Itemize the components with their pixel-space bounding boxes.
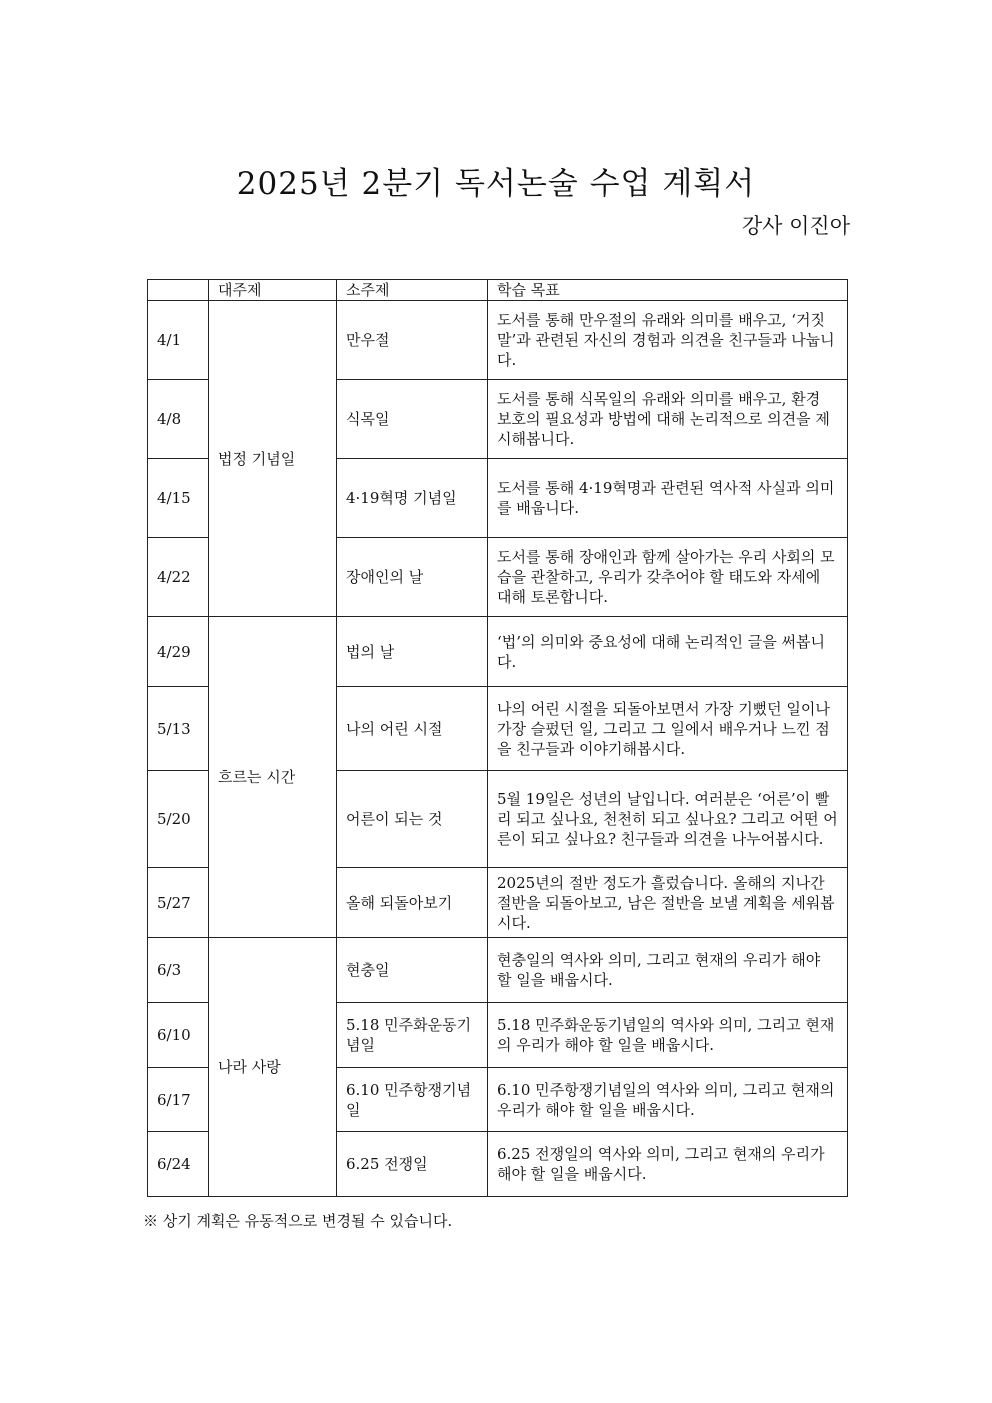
table-header-row xyxy=(148,280,848,301)
row-subtopic: 법의 날 xyxy=(337,617,488,687)
row-goal: 현충일의 역사와 의미, 그리고 현재의 우리가 해야 할 일을 배웁시다. xyxy=(488,938,848,1003)
row-goal: 5월 19일은 성년의 날입니다. 여러분은 ‘어른’이 빨리 되고 싶나요, 천천히 되고 싶나요? 그리고 어떤 어른이 되고 싶나요? 친구들과 의견을 나누어봅시다. xyxy=(488,771,848,868)
row-date: 5/20 xyxy=(148,771,209,868)
row-date: 6/24 xyxy=(148,1132,209,1197)
row-date: 5/13 xyxy=(148,687,209,771)
main-theme-cell: 법정 기념일 xyxy=(209,301,337,617)
row-date: 4/22 xyxy=(148,538,209,617)
row-goal: 도서를 통해 4·19혁명과 관련된 역사적 사실과 의미를 배웁니다. xyxy=(488,459,848,538)
table-row xyxy=(148,301,848,380)
row-goal: ‘법’의 의미와 중요성에 대해 논리적인 글을 써봅니다. xyxy=(488,617,848,687)
row-date: 6/10 xyxy=(148,1003,209,1068)
row-goal: 도서를 통해 만우절의 유래와 의미를 배우고, ‘거짓말’과 관련된 자신의 경험과 의견을 친구들과 나눕니다. xyxy=(488,301,848,380)
header-subtopic: 소주제 xyxy=(337,280,488,301)
row-subtopic: 6.25 전쟁일 xyxy=(337,1132,488,1197)
table-row xyxy=(148,938,848,1003)
document-title: 2025년 2분기 독서논술 수업 계획서 xyxy=(236,166,756,202)
row-subtopic: 만우절 xyxy=(337,301,488,380)
row-date: 4/1 xyxy=(148,301,209,380)
row-subtopic: 6.10 민주항쟁기념일 xyxy=(337,1068,488,1132)
lesson-plan-table xyxy=(147,279,848,1197)
header-main-theme: 대주제 xyxy=(209,280,337,301)
row-subtopic: 4·19혁명 기념일 xyxy=(337,459,488,538)
header-learning-goal: 학습 목표 xyxy=(488,280,848,301)
row-subtopic: 올해 되돌아보기 xyxy=(337,868,488,938)
author-name: 강사 이진아 xyxy=(741,214,850,238)
row-goal: 도서를 통해 장애인과 함께 살아가는 우리 사회의 모습을 관찰하고, 우리가 갖추어야 할 태도와 자세에 대해 토론합니다. xyxy=(488,538,848,617)
row-subtopic: 식목일 xyxy=(337,380,488,459)
row-subtopic: 5.18 민주화운동기념일 xyxy=(337,1003,488,1068)
row-goal: 도서를 통해 식목일의 유래와 의미를 배우고, 환경 보호의 필요성과 방법에 대해 논리적으로 의견을 제시해봅니다. xyxy=(488,380,848,459)
footnote: ※ 상기 계획은 유동적으로 변경될 수 있습니다. xyxy=(143,1212,453,1230)
row-goal: 6.10 민주항쟁기념일의 역사와 의미, 그리고 현재의 우리가 해야 할 일을 배웁시다. xyxy=(488,1068,848,1132)
main-theme-cell: 나라 사랑 xyxy=(209,938,337,1197)
row-goal: 5.18 민주화운동기념일의 역사와 의미, 그리고 현재의 우리가 해야 할 일을 배웁시다. xyxy=(488,1003,848,1068)
row-date: 6/3 xyxy=(148,938,209,1003)
header-date xyxy=(148,280,209,301)
row-subtopic: 현충일 xyxy=(337,938,488,1003)
row-date: 6/17 xyxy=(148,1068,209,1132)
row-goal: 6.25 전쟁일의 역사와 의미, 그리고 현재의 우리가 해야 할 일을 배웁시다. xyxy=(488,1132,848,1197)
row-subtopic: 나의 어린 시절 xyxy=(337,687,488,771)
row-subtopic: 어른이 되는 것 xyxy=(337,771,488,868)
row-goal: 나의 어린 시절을 되돌아보면서 가장 기뻤던 일이나 가장 슬펐던 일, 그리고 그 일에서 배우거나 느낀 점을 친구들과 이야기해봅시다. xyxy=(488,687,848,771)
row-goal: 2025년의 절반 정도가 흘렀습니다. 올해의 지나간 절반을 되돌아보고, 남은 절반을 보낼 계획을 세워봅시다. xyxy=(488,868,848,938)
row-date: 4/15 xyxy=(148,459,209,538)
row-date: 5/27 xyxy=(148,868,209,938)
row-date: 4/29 xyxy=(148,617,209,687)
main-theme-cell: 흐르는 시간 xyxy=(209,617,337,938)
table-row xyxy=(148,617,848,687)
row-subtopic: 장애인의 날 xyxy=(337,538,488,617)
row-date: 4/8 xyxy=(148,380,209,459)
